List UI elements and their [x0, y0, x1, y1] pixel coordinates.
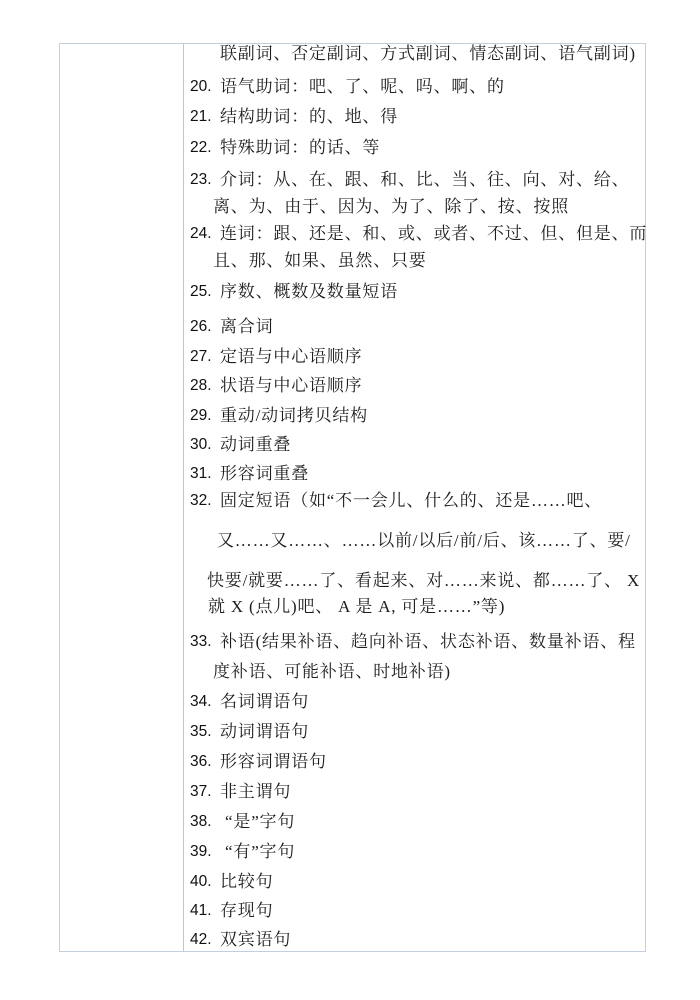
list-line	[0, 592, 700, 622]
item-number: 29.	[190, 407, 212, 424]
list-line	[0, 896, 700, 926]
continuation-text: 且、那、如果、虽然、只要	[213, 251, 427, 270]
item-number: 21.	[190, 107, 212, 125]
item-text: 形容词谓语句	[220, 752, 327, 771]
list-line	[0, 39, 700, 69]
list-line	[0, 925, 700, 955]
list-line	[0, 867, 700, 897]
list-line	[0, 777, 700, 807]
list-line	[0, 430, 700, 460]
item-text: “有”字句	[220, 842, 296, 861]
list-line	[0, 627, 700, 657]
list-line	[0, 807, 700, 837]
list-line	[0, 657, 700, 687]
item-text: 语气助词：吧、了、呢、吗、啊、的	[220, 76, 505, 96]
item-text: 非主谓句	[220, 782, 292, 801]
list-line	[0, 342, 700, 372]
continuation-text: 快要/就要……了、看起来、对……来说、都……了、 X	[207, 571, 641, 590]
continuation-text: 又……又……、……以前/以后/前/后、该……了、要/	[217, 531, 631, 550]
item-number: 42.	[190, 931, 212, 948]
list-line	[0, 459, 700, 489]
item-text: 状语与中心语顺序	[220, 376, 363, 395]
item-text: 比较句	[220, 872, 274, 891]
list-line	[0, 486, 700, 516]
continuation-text: 就 X (点儿)吧、 A 是 A, 可是……”等)	[208, 597, 506, 616]
item-text: 存现句	[220, 901, 274, 920]
item-text: 名词谓语句	[220, 692, 309, 711]
list-line	[0, 133, 700, 163]
item-number: 22.	[190, 139, 212, 156]
list-line	[0, 219, 700, 249]
item-text: 特殊助词：的话、等	[220, 138, 381, 157]
item-number: 26.	[190, 318, 212, 335]
item-number: 41.	[190, 902, 212, 919]
item-text: 定语与中心语顺序	[220, 347, 363, 366]
item-number: 20.	[190, 77, 212, 95]
item-text: 固定短语（如“不一会儿、什么的、还是……吧、	[220, 491, 603, 510]
list-line	[0, 192, 700, 222]
item-number: 36.	[190, 753, 212, 770]
list-line	[0, 277, 700, 307]
item-number: 25.	[190, 283, 212, 300]
list-line	[0, 837, 700, 867]
item-number: 35.	[190, 723, 212, 740]
continuation-text: 度补语、可能补语、时地补语)	[213, 662, 451, 681]
list-line	[0, 102, 700, 132]
item-number: 38.	[190, 813, 212, 830]
list-line	[0, 312, 700, 342]
item-text: 动词谓语句	[220, 722, 309, 741]
item-text: “是”字句	[220, 812, 296, 831]
item-text: 序数、概数及数量短语	[220, 282, 398, 301]
item-number: 27.	[190, 348, 212, 365]
item-number: 23.	[190, 171, 212, 188]
continuation-text: 离、为、由于、因为、为了、除了、按、按照	[213, 197, 569, 216]
continuation-text: 联副词、否定副词、方式副词、情态副词、语气副词)	[220, 44, 636, 63]
item-number: 28.	[190, 377, 212, 394]
item-text: 连词：跟、还是、和、或、或者、不过、但、但是、而	[220, 224, 648, 243]
item-number: 30.	[190, 436, 212, 453]
item-text: 双宾语句	[220, 930, 292, 949]
list-line	[0, 165, 700, 195]
item-text: 介词：从、在、跟、和、比、当、往、向、对、给、	[220, 170, 630, 189]
list-line	[0, 687, 700, 717]
item-text: 结构助词：的、地、得	[220, 106, 398, 126]
list-line	[0, 401, 700, 431]
item-number: 33.	[190, 633, 212, 650]
item-number: 34.	[190, 693, 212, 710]
item-number: 31.	[190, 465, 212, 482]
list-line	[0, 371, 700, 401]
item-number: 40.	[190, 873, 212, 890]
item-number: 24.	[190, 225, 212, 242]
item-text: 重动/动词拷贝结构	[220, 406, 368, 425]
item-number: 37.	[190, 783, 212, 800]
item-text: 动词重叠	[220, 435, 292, 454]
list-line	[0, 526, 700, 556]
item-number: 32.	[190, 492, 212, 509]
item-number: 39.	[190, 843, 212, 860]
item-text: 补语(结果补语、趋向补语、状态补语、数量补语、程	[220, 632, 636, 651]
list-line	[0, 72, 700, 102]
list-line	[0, 747, 700, 777]
list-line	[0, 246, 700, 276]
item-text: 离合词	[220, 317, 274, 336]
item-text: 形容词重叠	[220, 464, 309, 483]
list-line	[0, 717, 700, 747]
